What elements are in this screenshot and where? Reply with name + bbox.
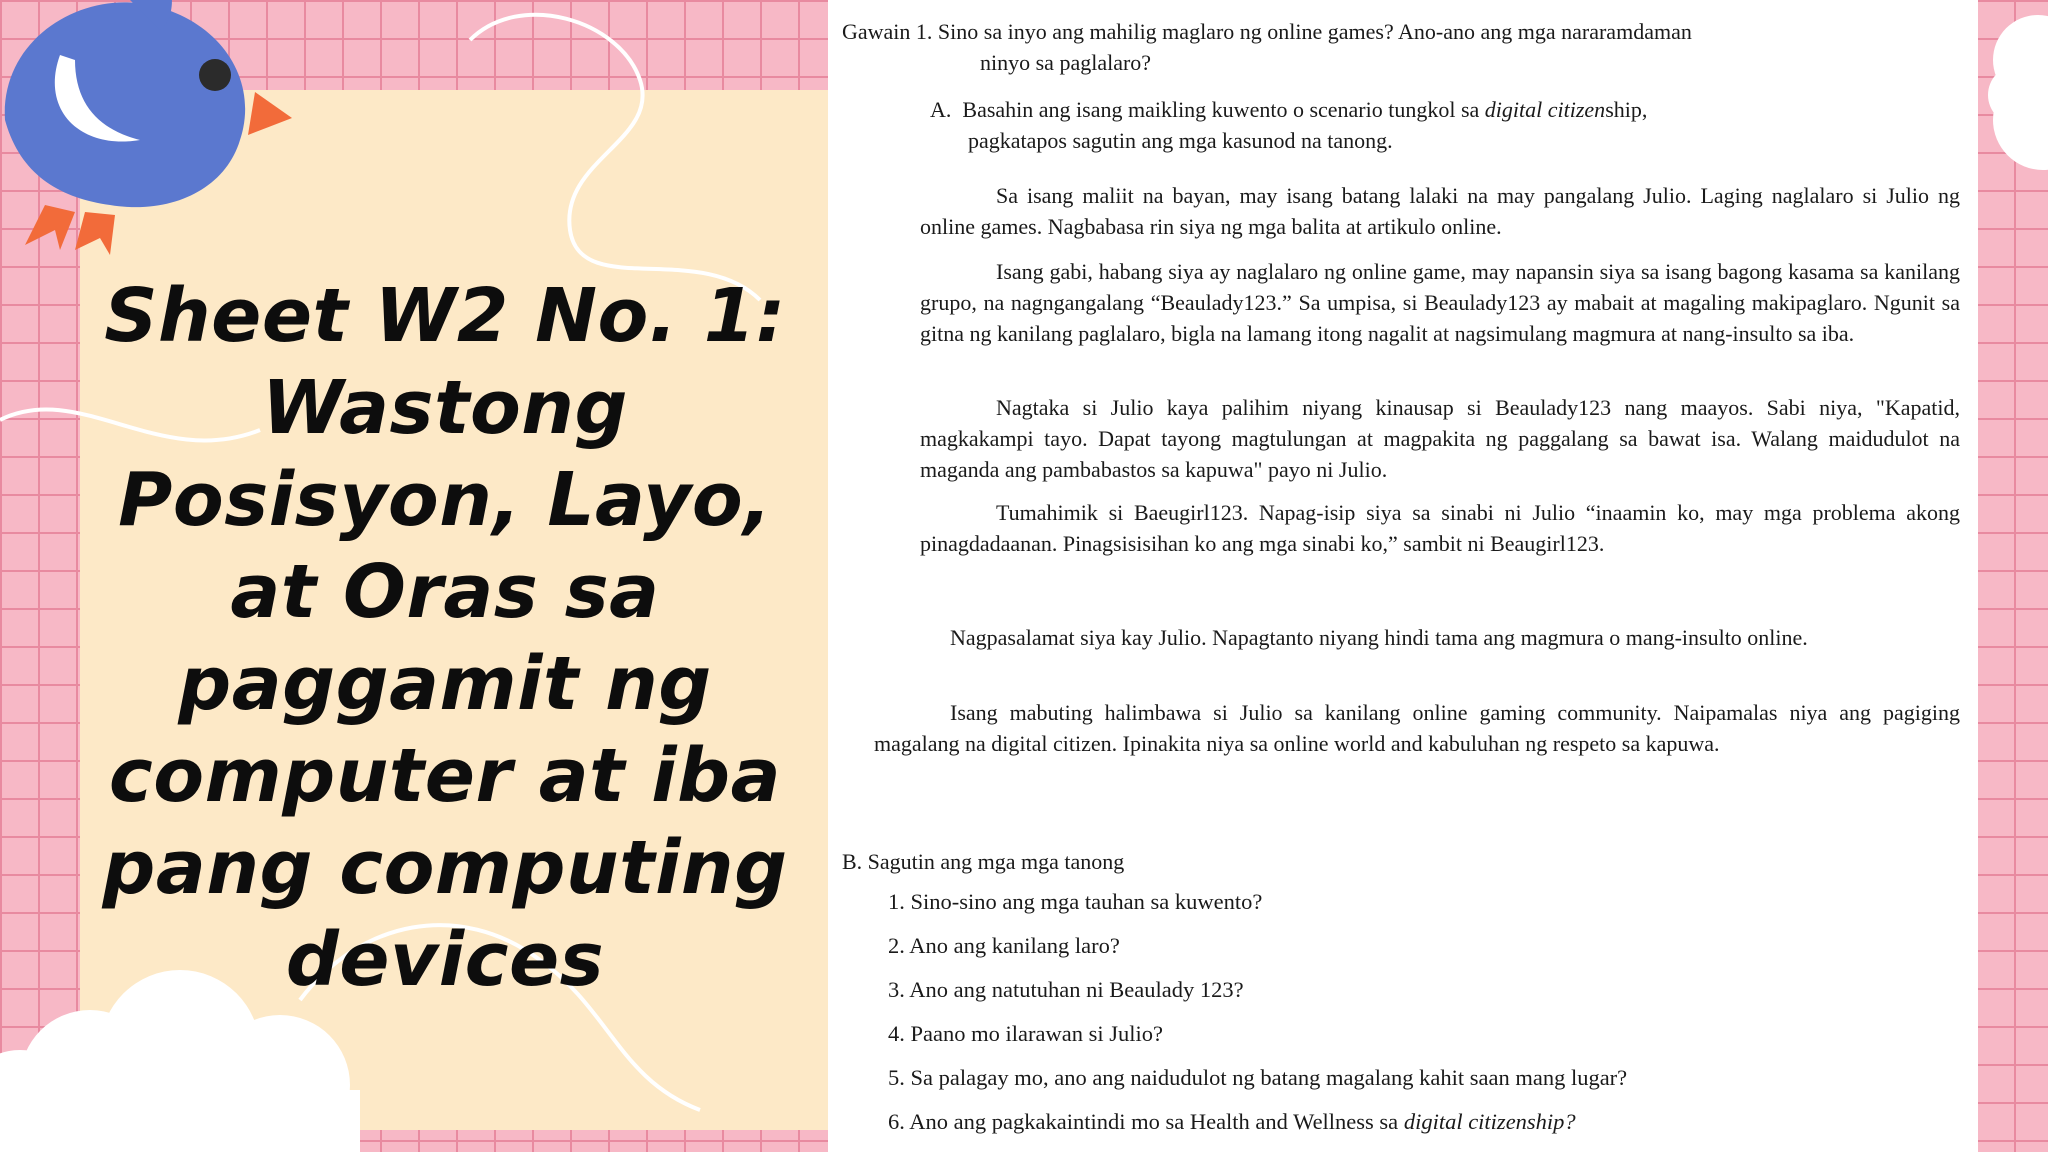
- page-title: Sheet W2 No. 1: Wastong Posisyon, Layo, at Oras sa paggamit ng computer at iba pang computing devices: [102, 273, 788, 1003]
- story-paragraph: Sa isang maliit na bayan, may isang batang lalaki na may pangalang Julio. Laging naglalaro si Julio ng online games. Nagbabasa rin siya ng mga balita at artikulo online.: [920, 183, 1960, 239]
- question-item: 4. Paano mo ilarawan si Julio?: [888, 1021, 1163, 1046]
- part-a-label: A.: [930, 97, 952, 122]
- part-a-text: Basahin ang isang maikling kuwento o scenario tungkol sa: [962, 97, 1485, 122]
- question-list: [888, 886, 1948, 1150]
- question-item: 2. Ano ang kanilang laro?: [888, 933, 1120, 958]
- worksheet-page: [828, 0, 1978, 1152]
- question-6-text: 6. Ano ang pagkakaintindi mo sa Health and Wellness sa: [888, 1109, 1404, 1134]
- part-b-heading: B. Sagutin ang mga mga tanong: [842, 849, 1125, 874]
- part-a-instruction: [930, 94, 1950, 156]
- story-paragraph: Isang gabi, habang siya ay naglalaro ng online game, may napansin siya sa isang bagong kasama sa kanilang grupo, na nagngangalang “Beaulady123.” Sa umpisa, si Beaulady123 ay mabait at magaling makipaglaro. Ngunit sa gitna ng kanilang paglalaro, bigla na lamang itong nagalit at nagsimulang magmura at nang-insulto sa iba.: [920, 259, 1960, 346]
- gawain-heading: [842, 16, 1962, 78]
- story-paragraph: Nagpasalamat siya kay Julio. Napagtanto niyang hindi tama ang magmura o mang-insulto online.: [950, 625, 1808, 650]
- part-a-text-line2: pagkatapos sagutin ang mga kasunod na tanong.: [968, 128, 1393, 153]
- gawain-label: Gawain 1.: [842, 19, 933, 44]
- story-paragraph: Nagtaka si Julio kaya palihim niyang kinausap si Beaulady123 nang maayos. Sabi niya, "Kapatid, magkakampi tayo. Dapat tayong magtulungan at magpakita ng paggalang sa bawat isa. Walang maidudulot na maganda ang pambabastos sa kapuwa" payo ni Julio.: [920, 395, 1960, 482]
- gawain-question-cont: ninyo sa paglalaro?: [980, 50, 1152, 75]
- question-item: [888, 1106, 1948, 1150]
- story-paragraph: Isang mabuting halimbawa si Julio sa kanilang online gaming community. Naipamalas niya ang pagiging magalang na digital citizen. Ipinakita niya sa online world and kabuluhan ng respeto sa kapuwa.: [874, 700, 1960, 756]
- question-item: 3. Ano ang natutuhan ni Beaulady 123?: [888, 977, 1244, 1002]
- part-a-text-end: ship,: [1605, 97, 1648, 122]
- question-item: 1. Sino-sino ang mga tauhan sa kuwento?: [888, 889, 1263, 914]
- part-a-italic: digital citizen: [1484, 97, 1606, 122]
- question-item: 5. Sa palagay mo, ano ang naidudulot ng batang magalang kahit saan mang lugar?: [888, 1065, 1628, 1090]
- gawain-question: Sino sa inyo ang mahilig maglaro ng online games? Ano-ano ang mga nararamdaman: [937, 19, 1692, 44]
- cloud-icon: [1948, 0, 2048, 200]
- question-6-italic: digital citizenship?: [1403, 1109, 1576, 1134]
- story-paragraph: Tumahimik si Baeugirl123. Napag-isip siya sa sinabi ni Julio “inaamin ko, may mga problema akong pinagdadaanan. Pinagsisisihan ko ang mga sinabi ko,” sambit ni Beaugirl123.: [920, 500, 1960, 556]
